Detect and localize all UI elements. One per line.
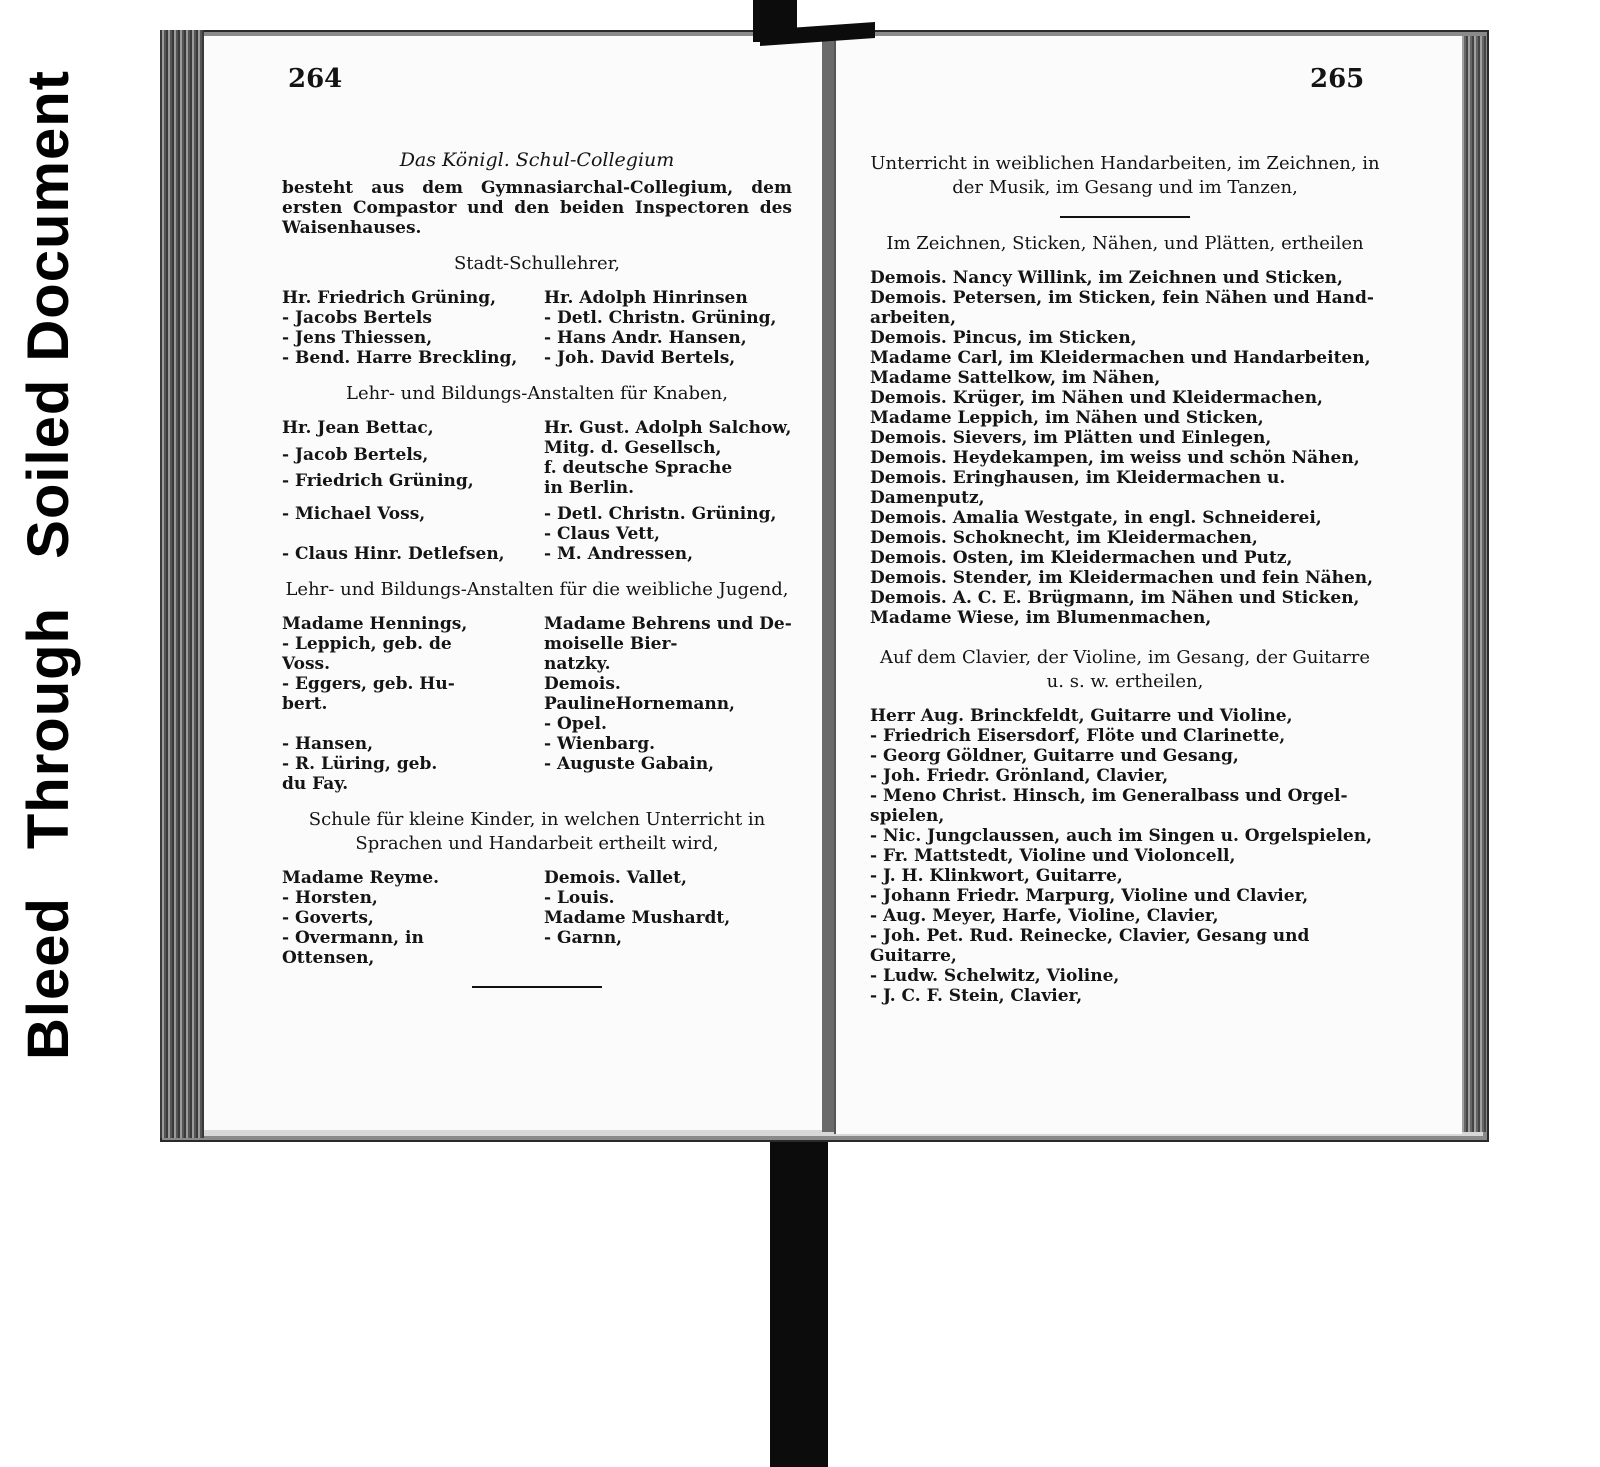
table-cell: - Louis.	[544, 888, 615, 908]
table-cell: - Detl. Christn. Grüning,	[544, 308, 777, 328]
list-item: Madame Sattelkow, im Nähen,	[870, 368, 1161, 388]
table-cell: - Jacob Bertels,	[282, 444, 429, 465]
list-item: Herr Aug. Brinckfeldt, Guitarre und Violine,	[870, 706, 1293, 726]
section-heading: Schule für kleine Kinder, in welchen Unterricht in Sprachen und Handarbeit ertheilt wird,	[308, 809, 766, 854]
list-item: - Aug. Meyer, Harfe, Violine, Clavier,	[870, 906, 1219, 926]
table-cell: - Claus Hinr. Detlefsen,	[282, 544, 505, 564]
list-item: - Meno Christ. Hinsch, im Generalbass und Orgel- spielen,	[870, 786, 1348, 826]
table-cell: - Overmann, in Ottensen,	[282, 928, 424, 968]
list-item: - Georg Göldner, Guitarre und Gesang,	[870, 746, 1239, 766]
table-cell: Hr. Gust. Adolph Salchow, Mitg. d. Gesellsch, f. deutsche Sprache in Berlin.	[544, 418, 792, 498]
right-page-number: 265	[1310, 64, 1365, 94]
list-item: Demois. Osten, im Kleidermachen und Putz,	[870, 548, 1293, 568]
list-item: Demois. Eringhausen, im Kleidermachen u. Damenputz,	[870, 468, 1286, 508]
scanner-clamp-bottom	[770, 1110, 828, 1467]
list-item: - Joh. Pet. Rud. Reinecke, Clavier, Gesang und Guitarre,	[870, 926, 1310, 966]
list-item: - J. C. F. Stein, Clavier,	[870, 986, 1083, 1006]
list-item: - Johann Friedr. Marpurg, Violine und Clavier,	[870, 886, 1309, 906]
list-item: Demois. Krüger, im Nähen und Kleidermachen,	[870, 388, 1323, 408]
list-item: - J. H. Klinkwort, Guitarre,	[870, 866, 1123, 886]
left-page-title: Das Königl. Schul-Collegium	[399, 149, 675, 171]
book-edge-right	[1460, 36, 1486, 1132]
section-heading: Auf dem Clavier, der Violine, im Gesang, der Guitarre u. s. w. ertheilen,	[880, 647, 1370, 692]
left-page-content	[282, 148, 792, 1000]
table-cell: - Hans Andr. Hansen,	[544, 328, 747, 348]
boys-schools-table	[282, 418, 792, 564]
section-heading: Im Zeichnen, Sticken, Nähen, und Plätten, ertheilen	[886, 233, 1364, 254]
list-item: Demois. Amalia Westgate, in engl. Schneiderei,	[870, 508, 1322, 528]
table-cell: Madame Behrens und De- moiselle Bier- natzky.	[544, 614, 792, 674]
list-item: - Friedrich Eisersdorf, Flöte und Clarinette,	[870, 726, 1286, 746]
table-cell: Hr. Friedrich Grüning,	[282, 288, 497, 308]
table-cell: Madame Reyme.	[282, 868, 440, 888]
girls-schools-table	[282, 614, 792, 794]
list-item: Madame Carl, im Kleidermachen und Handarbeiten,	[870, 348, 1371, 368]
table-cell: Madame Mushardt,	[544, 908, 731, 928]
side-label	[16, 40, 130, 1060]
list-item: Demois. A. C. E. Brügmann, im Nähen und Sticken,	[870, 588, 1360, 608]
list-item: Madame Leppich, im Nähen und Sticken,	[870, 408, 1264, 428]
infant-schools-table	[282, 868, 792, 968]
table-cell: - Goverts,	[282, 908, 374, 928]
section-heading: Stadt-Schullehrer,	[453, 253, 621, 274]
list-item: Demois. Pincus, im Sticken,	[870, 328, 1137, 348]
section-heading: Lehr- und Bildungs-Anstalten für die weibliche Jugend,	[285, 579, 789, 600]
table-cell: Demois. Vallet,	[544, 868, 687, 888]
left-page-number: 264	[288, 64, 343, 94]
handwork-teacher-list	[870, 268, 1380, 628]
list-item: - Joh. Friedr. Grönland, Clavier,	[870, 766, 1169, 786]
list-item: Demois. Petersen, im Sticken, fein Nähen und Hand- arbeiten,	[870, 288, 1374, 328]
table-cell: - Friedrich Grüning,	[282, 471, 474, 492]
table-cell: Hr. Adolph Hinrinsen	[544, 288, 748, 308]
book-edge-left	[160, 30, 204, 1138]
list-item: Demois. Schoknecht, im Kleidermachen,	[870, 528, 1258, 548]
list-item: - Nic. Jungclaussen, auch im Singen u. Orgelspielen,	[870, 826, 1372, 846]
table-cell: - Garnn,	[544, 928, 623, 948]
table-cell: - Bend. Harre Breckling,	[282, 348, 518, 368]
end-rule	[472, 986, 602, 988]
table-cell: - Jens Thiessen,	[282, 328, 433, 348]
side-label-word-2: Through	[16, 606, 81, 850]
list-item: Demois. Sievers, im Plätten und Einlegen,	[870, 428, 1272, 448]
left-page-intro: besteht aus dem Gymnasiarchal-Collegium, dem ersten Compastor und den beiden Inspectoren des Waisenhauses.	[282, 178, 792, 238]
table-cell: - M. Andressen,	[544, 544, 694, 564]
table-cell: - Joh. David Bertels,	[544, 348, 736, 368]
table-cell: - Eggers, geb. Hu- bert.	[282, 674, 455, 714]
table-cell: Madame Hennings, - Leppich, geb. de Voss.	[282, 614, 468, 674]
list-item: Demois. Heydekampen, im weiss und schön Nähen,	[870, 448, 1360, 468]
side-label-word-1: Bleed	[16, 897, 81, 1060]
side-label-word-3: Soiled Document	[16, 70, 81, 559]
list-item: Demois. Nancy Willink, im Zeichnen und Sticken,	[870, 268, 1343, 288]
list-item: - Fr. Mattstedt, Violine und Violoncell,	[870, 846, 1236, 866]
table-cell: Hr. Jean Bettac,	[282, 418, 434, 438]
table-cell: - Michael Voss,	[282, 504, 426, 524]
table-cell: - Jacobs Bertels	[282, 308, 432, 328]
list-item: Madame Wiese, im Blumenmachen,	[870, 608, 1212, 628]
music-teacher-list	[870, 706, 1380, 1006]
table-cell: - Wienbarg.	[544, 734, 656, 754]
list-item: - Ludw. Schelwitz, Violine,	[870, 966, 1120, 986]
table-cell: - Horsten,	[282, 888, 378, 908]
table-cell: - R. Lüring, geb. du Fay.	[282, 754, 438, 794]
table-cell: Demois. PaulineHornemann, - Opel.	[544, 674, 735, 734]
table-cell: - Auguste Gabain,	[544, 754, 715, 774]
section-rule	[1060, 216, 1190, 218]
right-page-intro: Unterricht in weiblichen Handarbeiten, im Zeichnen, in der Musik, im Gesang und im Tanzen,	[870, 153, 1380, 198]
list-item: Demois. Stender, im Kleidermachen und fein Nähen,	[870, 568, 1374, 588]
right-page-content	[870, 152, 1380, 1006]
book-gutter	[822, 36, 834, 1132]
teacher-table	[282, 288, 792, 368]
table-cell: - Detl. Christn. Grüning, - Claus Vett,	[544, 504, 777, 544]
section-heading: Lehr- und Bildungs-Anstalten für Knaben,	[346, 383, 728, 404]
table-cell: - Hansen,	[282, 734, 374, 754]
